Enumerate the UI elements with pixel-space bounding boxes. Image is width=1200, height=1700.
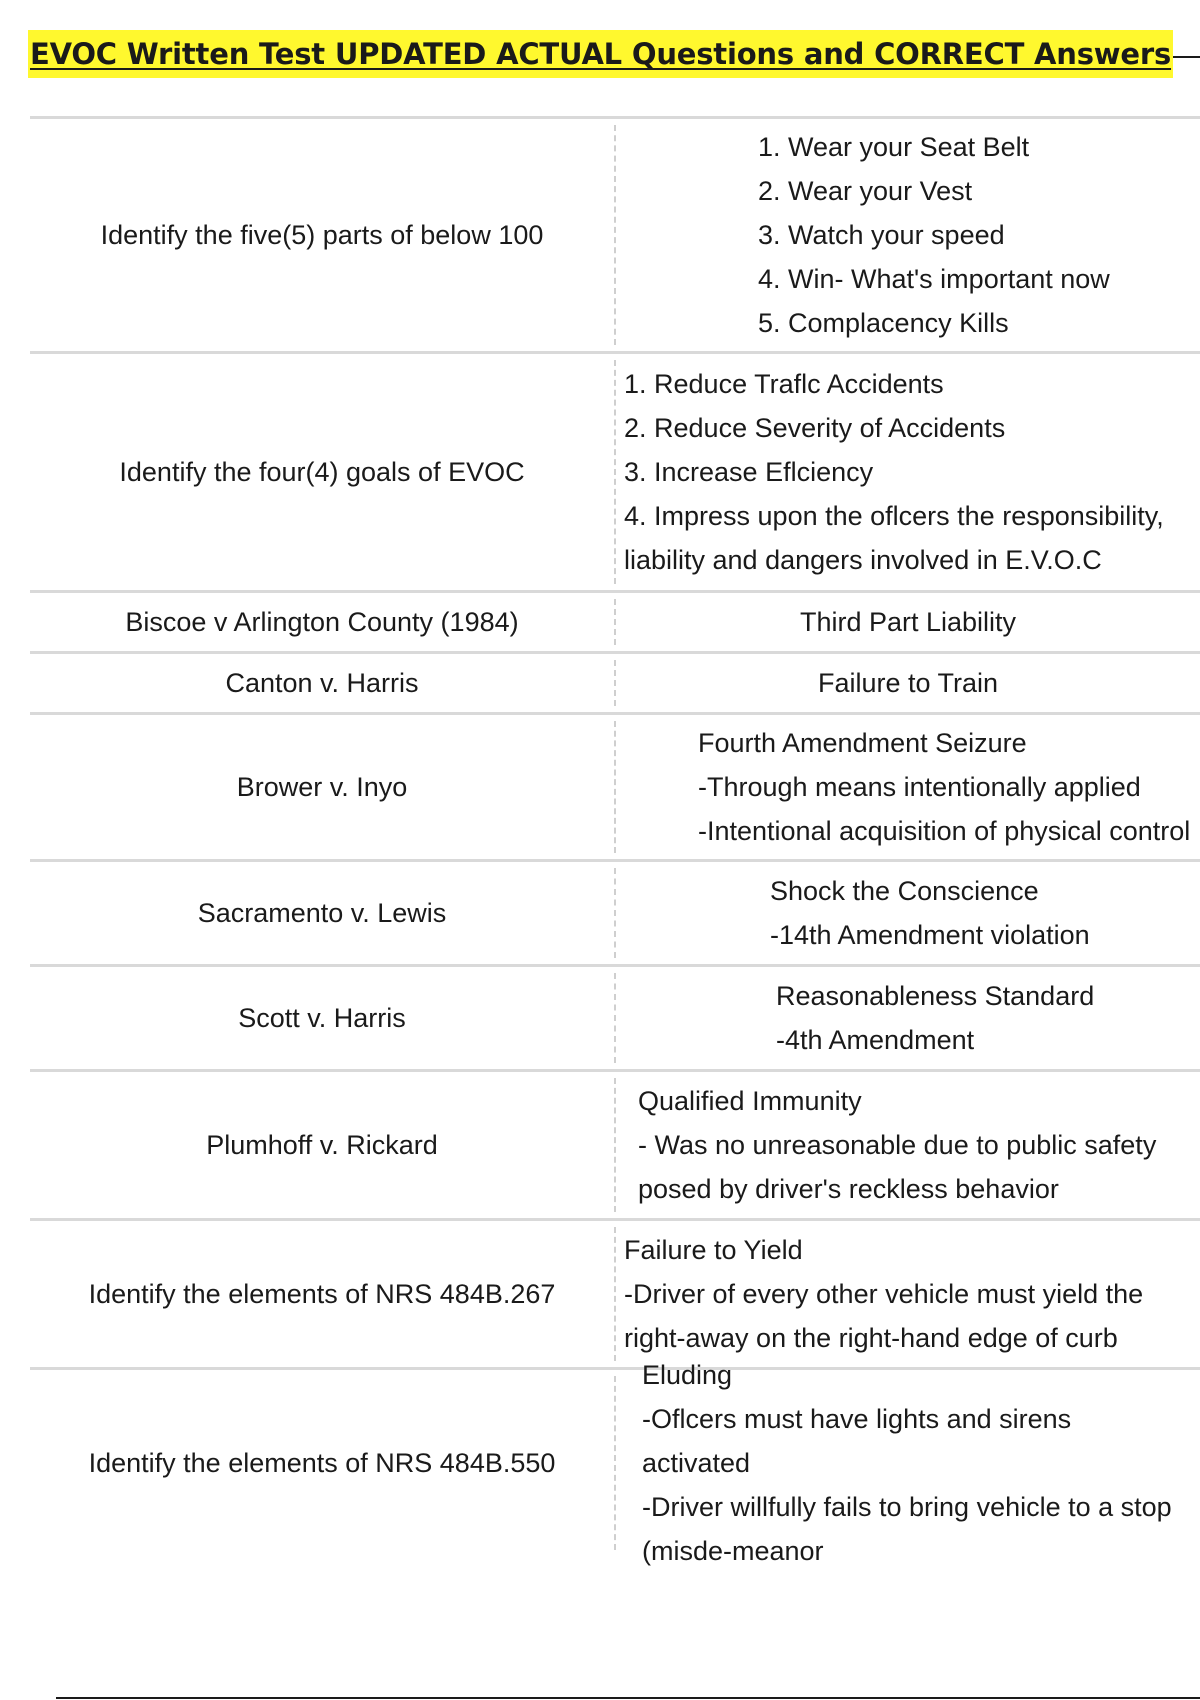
document-title: EVOC Written Test UPDATED ACTUAL Questions and CORRECT Answers [28, 30, 1173, 78]
answer-line: -Intentional acquisition of physical control [698, 816, 1191, 846]
question-cell: Scott v. Harris [238, 1002, 406, 1033]
answer-line: 2. Reduce Severity of Accidents [624, 413, 1006, 443]
footer-rule [56, 1697, 1200, 1699]
qa-row [30, 1072, 1200, 1221]
answer-line: 3. Increase Eflciency [624, 457, 874, 487]
answer-line: Shock the Conscience [770, 876, 1039, 906]
answer-line: 2. Wear your Vest [758, 176, 973, 206]
question-cell: Identify the four(4) goals of EVOC [119, 456, 525, 487]
qa-row [30, 1221, 1200, 1370]
qa-row [30, 119, 1200, 354]
answer-cell [614, 1227, 1200, 1361]
answer-line: -Through means intentionally applied [698, 772, 1141, 802]
qa-row [30, 1360, 1200, 1566]
answer-cell [614, 721, 1200, 853]
answer-line: -Driver willfully fails to bring vehicle to a stop (misde-meanor [642, 1492, 1172, 1566]
question-cell: Brower v. Inyo [236, 771, 408, 802]
answer-cell [614, 973, 1200, 1063]
qa-row [30, 967, 1200, 1072]
title-rule [1173, 56, 1200, 58]
answer-cell [614, 868, 1200, 958]
qa-table [30, 116, 1200, 1566]
answer-line: -4th Amendment [776, 1025, 975, 1055]
qa-row [30, 354, 1200, 593]
question-cell: Identify the five(5) parts of below 100 [100, 219, 544, 250]
answer-line: 3. Watch your speed [758, 220, 1005, 250]
question-cell: Plumhoff v. Rickard [206, 1129, 438, 1160]
answer-line: Reasonableness Standard [776, 981, 1095, 1011]
document-header [28, 30, 1200, 78]
question-cell: Identify the elements of NRS 484B.267 [88, 1278, 556, 1309]
answer-line: Fourth Amendment Seizure [698, 728, 1027, 758]
qa-row [30, 862, 1200, 967]
answer-line: Eluding [642, 1360, 733, 1390]
answer-line: 1. Wear your Seat Belt [758, 132, 1030, 162]
answer-cell [614, 1360, 1200, 1566]
answer-line: Third Part Liability [799, 607, 1017, 637]
answer-cell [614, 599, 1200, 645]
answer-line: 5. Complacency Kills [758, 308, 1009, 338]
answer-cell [614, 360, 1200, 584]
answer-line: -Oflcers must have lights and sirens activated [642, 1404, 1072, 1478]
answer-line: 1. Reduce Traflc Accidents [624, 369, 944, 399]
question-cell: Canton v. Harris [225, 667, 419, 698]
question-cell: Identify the elements of NRS 484B.550 [88, 1447, 556, 1478]
answer-line: -14th Amendment violation [770, 920, 1090, 950]
answer-line: Qualified Immunity [638, 1086, 862, 1116]
question-cell: Sacramento v. Lewis [197, 897, 447, 928]
answer-cell [614, 1078, 1200, 1212]
qa-row [30, 715, 1200, 862]
qa-row [30, 593, 1200, 654]
answer-line: 4. Impress upon the oflcers the responsibility, liability and dangers involved in E.V.O.C [624, 501, 1164, 575]
answer-cell [614, 125, 1200, 345]
qa-row [30, 654, 1200, 715]
answer-line: -Driver of every other vehicle must yield the right-away on the right-hand edge of curb [624, 1279, 1144, 1353]
answer-line: Failure to Yield [624, 1235, 803, 1265]
answer-line: Failure to Train [817, 668, 999, 698]
answer-line: 4. Win- What's important now [758, 264, 1110, 294]
answer-line: - Was no unreasonable due to public safety posed by driver's reckless behavior [638, 1130, 1157, 1204]
question-cell: Biscoe v Arlington County (1984) [125, 606, 519, 637]
answer-cell [614, 660, 1200, 706]
